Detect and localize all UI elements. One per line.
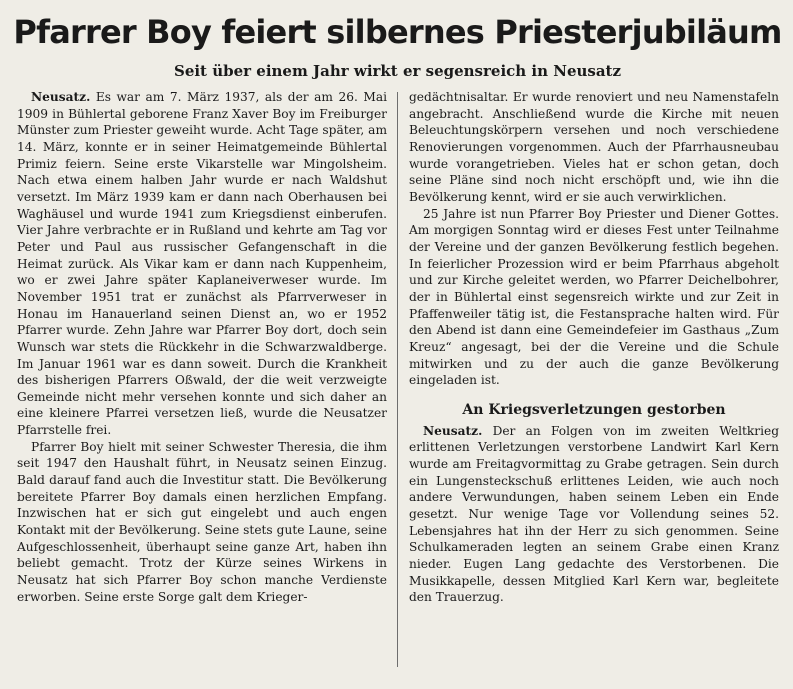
headline: Pfarrer Boy feiert silbernes Priesterjubiläum	[13, 13, 782, 51]
paragraph-5-text: Der an Folgen von im zweiten Weltkrieg erlittenen Verletzungen verstorbene Landwirt Karl Kern wurde am Freitagvormittag zu Grabe getragen. Sein durch ein Lungensteckschuß erlittenes Leiden, wie auch noch andere Verwundungen, haben seinem Leben ein Ende gesetzt. Nur wenige Tage vor Vollendung seines 52. Lebensjahres hat ihn der Herr zu sich genommen. Seine Schulkameraden legten an seinem Grabe einen Kranz nieder. Eugen Lang gedachte des Verstorbenen. Die Musikkapelle, dessen Mitglied Karl Kern war, begleitete den Trauerzug.	[409, 423, 780, 605]
column-divider	[397, 92, 398, 667]
column-right	[409, 89, 779, 606]
paragraph-4: 25 Jahre ist nun Pfarrer Boy Priester und Diener Gottes. Am morgigen Sonntag wird er dieses Fest unter Teilnahme der Vereine und der ganzen Bevölkerung festlich begehen. In feierlicher Prozession wird er beim Pfarrhaus abgeholt und zur Kirche geleitet werden, wo Pfarrer Deichelbohrer, der in Bühlertal einst segensreich wirkte und zur Zeit in Pfaffenweiler tätig ist, die Festansprache halten wird. Für den Abend ist dann eine Gemeindefeier im Gasthaus „Zum Kreuz“ angesagt, bei der die Vereine und die Schule mitwirken und zu der auch die ganze Bevölkerung eingeladen ist.	[409, 206, 779, 388]
second-article-heading: An Kriegsverletzungen gestorben	[462, 401, 726, 418]
column-left	[17, 89, 387, 605]
paragraph-5	[409, 423, 779, 606]
paragraph-2: Pfarrer Boy hielt mit seiner Schwester Theresia, die ihm seit 1947 den Haushalt führt, in Neusatz seinen Einzug. Bald darauf fand auch die Investitur statt. Die Bevölkerung bereitete Pfarrer Boy damals einen herzlichen Empfang. Inzwischen hat er sich gut eingelebt und auch engen Kontakt mit der Bevölkerung. Seine stets gute Laune, seine Aufgeschlossenheit, überhaupt seine ganze Art, haben ihn beliebt gemacht. Trotz der Kürze seines Wirkens in Neusatz hat sich Pfarrer Boy schon manche Verdienste erworben. Seine erste Sorge galt dem Krieger-	[17, 439, 387, 604]
dateline-2: Neusatz.	[423, 423, 483, 438]
paragraph-1-text: Es war am 7. März 1937, als der am 26. Mai 1909 in Bühlertal geborene Franz Xaver Boy im Freiburger Münster zum Priester geweiht wurde. Acht Tage später, am 14. März, konnte er in seiner Heimatgemeinde Bühlertal Primiz feiern. Seine erste Vikarstelle war Mingolsheim. Nach etwa einem halben Jahr wurde er nach Waldshut versetzt. Im März 1939 kam er dann nach Oberhausen bei Waghäusel und wurde 1941 zum Kriegsdienst einberufen. Vier Jahre verbrachte er in Rußland und kehrte am Tag vor Peter und Paul aus russischer Gefangenschaft in die Heimat zurück. Als Vikar kam er dann nach Kuppenheim, wo er zwei Jahre später Kaplaneiverweser wurde. Im November 1951 trat er zunächst als Pfarrverweser in Honau im Hanauerland seinen Dienst an, wo er 1952 Pfarrer wurde. Zehn Jahre war Pfarrer Boy dort, doch sein Wunsch war stets die Rückkehr in die Schwarzwaldberge. Im Januar 1961 war es dann soweit. Durch die Krankheit des bisherigen Pfarrers Oßwald, der die weit verzweigte Gemeinde nicht mehr versehen konnte und sich daher an eine kleinere Pfarrei versetzen ließ, wurde die Neusatzer Pfarrstelle frei.	[17, 90, 388, 438]
subheadline: Seit über einem Jahr wirkt er segensreich in Neusatz	[173, 62, 622, 80]
paragraph-3: gedächtnisaltar. Er wurde renoviert und neu Namenstafeln angebracht. Anschließend wurde die Kirche mit neuen Beleuchtungskörpern versehen und noch verschiedene Renovierungen vorgenommen. Auch der Pfarrhausneubau wurde vorangetrieben. Vieles hat er schon getan, doch seine Pläne sind noch nicht erschöpft und, wie ihn die Bevölkerung kennt, wird er sie auch verwirklichen.	[409, 90, 779, 204]
dateline: Neusatz.	[31, 90, 91, 104]
paragraph-1	[17, 89, 387, 439]
